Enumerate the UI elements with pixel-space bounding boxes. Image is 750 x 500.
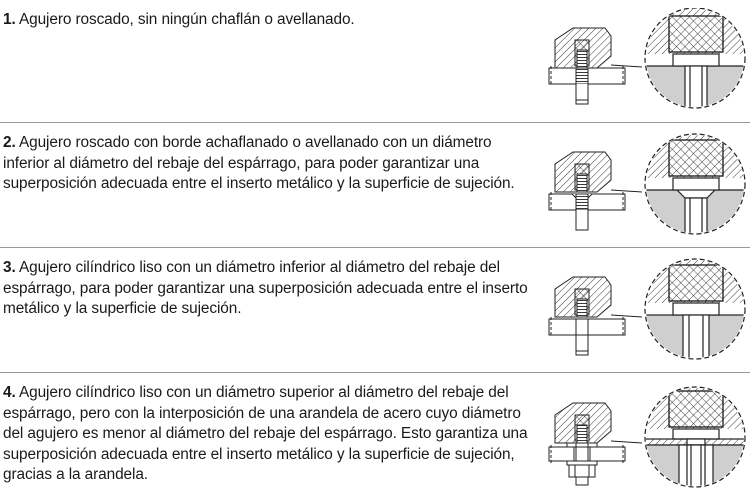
detail-circle xyxy=(643,385,747,493)
item-description xyxy=(3,10,531,31)
detail-circle xyxy=(643,8,747,116)
detail-circle xyxy=(643,132,747,240)
fixing-diagram-3 xyxy=(545,257,750,367)
item-text: Agujero cilíndrico liso con un diámetro superior al diámetro del rebaje del espárrago, pero con la interposición de una arandela de acero cuyo diámetro del agujero es menor al diámetro del rebaje del espárrago. Esto garantiza una superposición adecuada entre el inserto metálico y la superficie de sujeción, gracias a la arandela. xyxy=(3,384,528,483)
diagram-svg xyxy=(545,385,750,495)
assembly-section xyxy=(549,403,642,485)
item-row-3 xyxy=(0,247,750,373)
fixing-diagram-1 xyxy=(545,8,750,118)
fixing-diagram-2 xyxy=(545,132,750,242)
item-row-1 xyxy=(0,0,750,122)
item-row-2 xyxy=(0,122,750,248)
item-row-4 xyxy=(0,372,750,500)
detail-circle xyxy=(643,257,747,365)
assembly-section xyxy=(549,28,642,104)
item-text: Agujero roscado con borde achaflanado o avellanado con un diámetro inferior al diámetro del rebaje del espárrago, para poder garantizar una superposición adecuada entre el inserto metálico y la superficie de sujeción. xyxy=(3,134,515,192)
fixing-diagram-4 xyxy=(545,385,750,495)
item-number: 2. xyxy=(3,134,16,151)
item-text: Agujero roscado, sin ningún chaflán o avellanado. xyxy=(15,11,355,28)
item-text: Agujero cilíndrico liso con un diámetro inferior al diámetro del rebaje del espárrago, para poder garantizar una superposición adecuada entre el inserto metálico y la superficie de sujeción. xyxy=(3,259,528,317)
item-description xyxy=(3,383,531,486)
item-description xyxy=(3,258,531,320)
assembly-section xyxy=(549,277,642,355)
assembly-section xyxy=(549,152,642,230)
diagram-svg xyxy=(545,257,750,367)
item-number: 1. xyxy=(3,11,16,28)
item-number: 3. xyxy=(3,259,16,276)
diagram-svg xyxy=(545,8,750,118)
item-number: 4. xyxy=(3,384,16,401)
diagram-svg xyxy=(545,132,750,242)
item-description xyxy=(3,133,531,195)
